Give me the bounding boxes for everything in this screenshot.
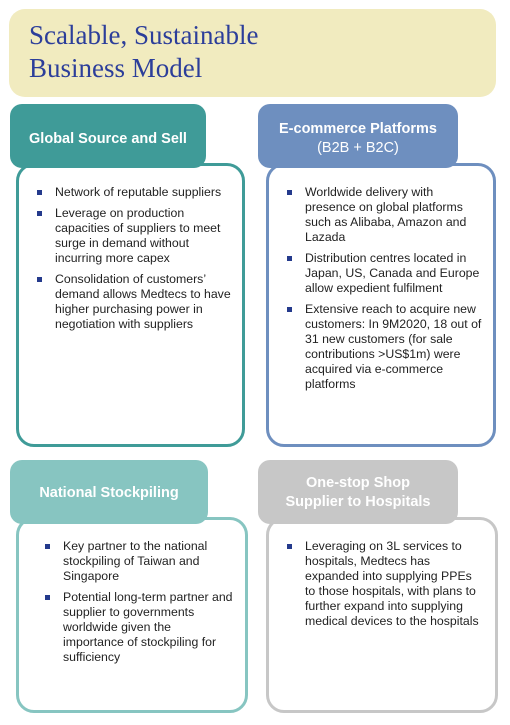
ecommerce-list: [281, 185, 483, 392]
stockpiling-list: [39, 539, 235, 665]
list-item: Extensive reach to acquire new customers: In 9M2020, 18 out of 31 new customers (for sale contributions >US$1m) were acquired via e-commerce platforms: [281, 302, 483, 392]
ecommerce-heading: E-commerce Platforms (B2B + B2C): [258, 104, 458, 168]
title-line-2: Business Model: [29, 53, 203, 83]
one-stop-panel: [266, 517, 498, 713]
bullet-icon: [37, 277, 42, 282]
ecommerce-subheading: (B2B + B2C): [317, 140, 399, 156]
list-item: Potential long-term partner and supplier to governments worldwide given the importance of stockpiling for sufficiency: [39, 590, 235, 665]
list-item: Network of reputable suppliers: [31, 185, 232, 200]
global-source-panel: [16, 163, 245, 447]
global-source-heading: Global Source and Sell: [10, 104, 206, 168]
one-stop-list: [281, 539, 485, 629]
bullet-icon: [287, 544, 292, 549]
stockpiling-panel: [16, 517, 248, 713]
list-item: Leverage on production capacities of suppliers to meet surge in demand without incurring more capex: [31, 206, 232, 266]
page-title: [9, 9, 496, 85]
stockpiling-heading: National Stockpiling: [10, 460, 208, 524]
bullet-icon: [287, 190, 292, 195]
list-item: Consolidation of customers’ demand allows Medtecs to have higher purchasing power in negotiation with suppliers: [31, 272, 232, 332]
bullet-icon: [37, 190, 42, 195]
ecommerce-panel: [266, 163, 496, 447]
one-stop-subheading: Supplier to Hospitals: [285, 494, 431, 510]
bullet-icon: [45, 544, 50, 549]
list-item: Worldwide delivery with presence on global platforms such as Alibaba, Amazon and Lazada: [281, 185, 483, 245]
list-item: Distribution centres located in Japan, US, Canada and Europe allow expedient fulfilment: [281, 251, 483, 296]
one-stop-heading: One-stop Shop Supplier to Hospitals: [258, 460, 458, 524]
bullet-icon: [37, 211, 42, 216]
list-item: Leveraging on 3L services to hospitals, Medtecs has expanded into supplying PPEs to those hospitals, with plans to further expand into supplying medical devices to the hospitals: [281, 539, 485, 629]
global-source-list: [31, 185, 232, 332]
title-banner: [9, 9, 496, 97]
title-line-1: Scalable, Sustainable: [29, 20, 259, 50]
bullet-icon: [45, 595, 50, 600]
bullet-icon: [287, 307, 292, 312]
bullet-icon: [287, 256, 292, 261]
list-item: Key partner to the national stockpiling of Taiwan and Singapore: [39, 539, 235, 584]
